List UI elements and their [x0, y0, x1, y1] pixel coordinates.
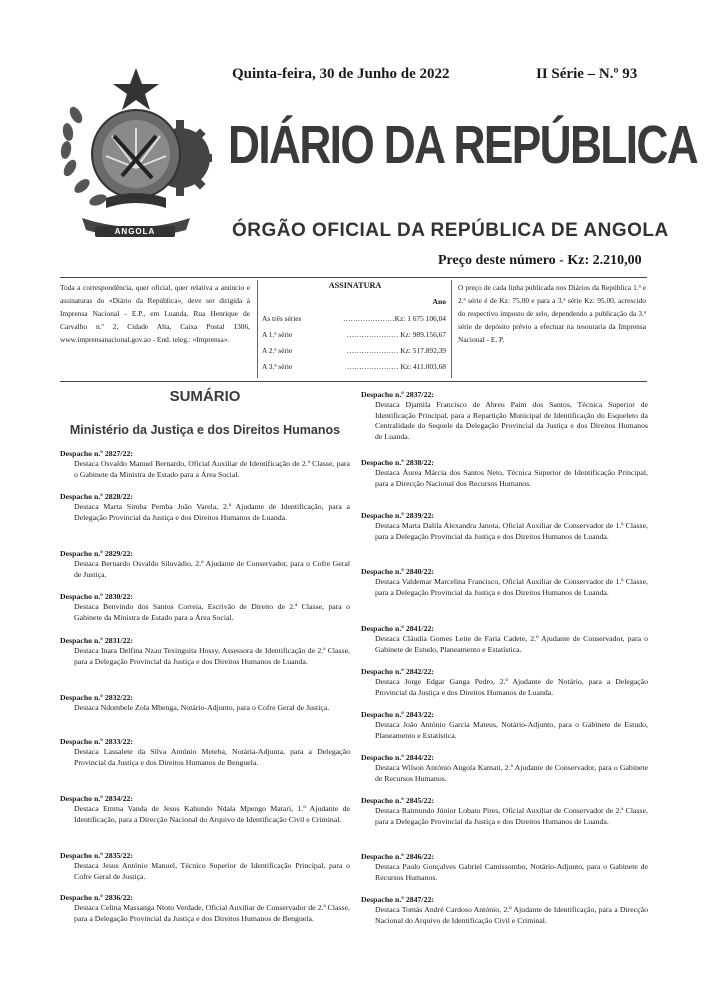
dispatch-number: Despacho n.º 2830/22: [60, 592, 133, 601]
subscription-row [262, 314, 446, 323]
subscription-row-label: A 2.ª série [262, 346, 293, 355]
divider [60, 381, 647, 382]
dispatch-entry [60, 693, 350, 714]
dispatch-entry [361, 710, 648, 741]
dispatch-text: Destaca Ndombele Zola Mbenga, Notário-Adjunto, para o Cofre Geral de Justiça. [74, 703, 330, 712]
issue-date: Quinta-feira, 30 de Junho de 2022 [232, 66, 450, 82]
dispatch-entry [60, 549, 350, 580]
dispatch-entry [361, 796, 648, 827]
dispatch-number: Despacho n.º 2838/22: [361, 458, 434, 467]
dispatch-text: Destaca Jorge Edgar Ganga Pedro, 2.º Ajudante de Notário, para a Delegação Provincial da Justiça e dos Direitos Humanos de Luanda. [375, 677, 648, 697]
dispatch-text: Destaca Cláudia Gomes Leite de Faria Cadete, 2.º Ajudante de Conservador, para o Gabinete de Estudo, Planeamento e Estatística. [375, 634, 648, 654]
dispatch-entry [60, 592, 350, 623]
dispatch-entry [361, 667, 648, 698]
divider [60, 277, 647, 278]
subscription-row-value: ………………… Kz: 411.003,68 [346, 362, 446, 371]
dispatch-entry [361, 567, 648, 598]
subscription-row-label: A 1.ª série [262, 330, 293, 339]
dispatch-text: Destaca Valdemar Marcelina Francisco, Oficial Auxiliar de Conservador de 1.ª Classe, para a Delegação Provincial da Justiça e dos Direitos Humanos de Luanda. [375, 577, 648, 597]
dispatch-entry [361, 852, 648, 883]
dispatch-text: Destaca Osvaldo Manuel Bernardo, Oficial Auxiliar de Identificação de 2.ª Classe, para o Gabinete da Ministra de Estado para a Área Social. [74, 459, 350, 479]
dispatch-entry [60, 737, 350, 768]
dispatch-entry [60, 851, 350, 882]
dispatch-entry [361, 390, 648, 442]
dispatch-text: Destaca Tomás André Cardoso António, 2.º Ajudante de Identificação, para a Direcção Nacional do Arquivo de Identificação Civil e Criminal. [375, 905, 648, 925]
subscription-row [262, 362, 446, 371]
dispatch-entry [361, 458, 648, 489]
dispatch-number: Despacho n.º 2831/22: [60, 636, 133, 645]
masthead-title: DIÁRIO DA REPÚBLICA [228, 115, 698, 175]
dispatch-entry [361, 753, 648, 784]
divider [257, 280, 258, 378]
subscription-row-value: ………………… Kz: 517.892,39 [346, 346, 446, 355]
dispatch-number: Despacho n.º 2844/22: [361, 753, 434, 762]
subscription-row [262, 330, 446, 339]
dispatch-text: Destaca Paulo Gonçalves Gabriel Camissombo, Notário-Adjunto, para o Gabinete de Recursos Humanos. [375, 862, 648, 882]
dispatch-text: Destaca Marta Simba Pemba João Varela, 2.º Ajudante de Identificação, para a Delegação Provincial da Justiça e dos Direitos Humanos de Luanda. [74, 502, 350, 522]
emblem-ribbon-label: ANGOLA [95, 226, 175, 237]
summary-heading: SUMÁRIO [169, 388, 241, 405]
dispatch-number: Despacho n.º 2841/22: [361, 624, 434, 633]
dispatch-number: Despacho n.º 2840/22: [361, 567, 434, 576]
divider [451, 280, 452, 378]
dispatch-number: Despacho n.º 2845/22: [361, 796, 434, 805]
dispatch-number: Despacho n.º 2843/22: [361, 710, 434, 719]
dispatch-text: Destaca Inara Delfina Nzau Texinguita Hossy, Assessora de Identificação de 2.ª Classe, para a Delegação Provincial da Justiça e dos Direitos Humanos de Luanda. [74, 646, 350, 666]
masthead-subtitle: ÓRGÃO OFICIAL DA REPÚBLICA DE ANGOLA [232, 220, 669, 241]
dispatch-text: Destaca Jesus António Manuel, Técnico Superior de Identificação Principal, para o Cofre Geral de Justiça. [74, 861, 350, 881]
subscription-year-label: Ano [432, 297, 446, 306]
subscription-row-label: A 3.ª série [262, 362, 293, 371]
dispatch-number: Despacho n.º 2839/22: [361, 511, 434, 520]
dispatch-number: Despacho n.º 2829/22: [60, 549, 133, 558]
dispatch-number: Despacho n.º 2836/22: [60, 893, 133, 902]
national-emblem-icon [52, 58, 220, 238]
subscription-title: ASSINATURA [328, 281, 382, 290]
dispatch-text: Destaca Celina Massanga Ntoto Verdade, Oficial Auxiliar de Conservador de 2.ª Classe, para a Delegação Provincial da Justiça e dos Direitos Humanos de Benguela. [74, 903, 350, 923]
dispatch-text: Destaca Bernardo Osvaldo Siluvádio, 2.º Ajudante de Conservador, para o Cofre Geral de Justiça. [74, 559, 350, 579]
dispatch-text: Destaca Benvindo dos Santos Correia, Escrivão de Direito de 2.ª Classe, para o Gabinete da Ministra de Estado para a Área Social. [74, 602, 350, 622]
correspondence-info: Toda a correspondência, quer oficial, quer relativa a anúncio e assinaturas do «Diário da República», deve ser dirigida à Imprensa Nacional - E.P., em Luanda, Rua Henrique de Carvalho n.º 2, Cidade Alta, Caixa Postal 1306, www.imprensanacional.gov.ao - End. teleg.: «Imprensa». [60, 283, 250, 344]
dispatch-number: Despacho n.º 2847/22: [361, 895, 434, 904]
dispatch-number: Despacho n.º 2842/22: [361, 667, 434, 676]
subscription-row [262, 346, 446, 355]
series-number: II Série – N.º 93 [536, 66, 638, 82]
dispatch-entry [361, 511, 648, 542]
dispatch-text: Destaca Emma Vanda de Jesus Kahundo Ndala Mpengo Matari, 1.º Ajudante de Identificação, para a Direcção Nacional do Arquivo de Identificação Civil e Criminal. [74, 804, 350, 824]
dispatch-number: Despacho n.º 2832/22: [60, 693, 133, 702]
dispatch-number: Despacho n.º 2835/22: [60, 851, 133, 860]
ministry-heading: Ministério da Justiça e dos Direitos Humanos [69, 423, 341, 437]
dispatch-text: Destaca Wilson António Angola Kamati, 2.º Ajudante de Conservador, para o Gabinete de Recursos Humanos. [375, 763, 648, 783]
dispatch-number: Despacho n.º 2827/22: [60, 449, 133, 458]
dispatch-entry [361, 624, 648, 655]
dispatch-entry [60, 492, 350, 523]
dispatch-number: Despacho n.º 2833/22: [60, 737, 133, 746]
dispatch-text: Destaca Lassalete da Silva António Meteba, Notária-Adjunta, para a Delegação Provincial da Justiça e dos Direitos Humanos de Benguela. [74, 747, 350, 767]
dispatch-text: Destaca Marta Dalila Alexandra Janota, Oficial Auxiliar de Conservador de 1.ª Classe, para a Delegação Provincial da Justiça e dos Direitos Humanos de Luanda. [375, 521, 648, 541]
dispatch-number: Despacho n.º 2828/22: [60, 492, 133, 501]
dispatch-entry [60, 449, 350, 480]
dispatch-text: Destaca Raimundo Júnior Lobato Pires, Oficial Auxiliar de Conservador de 2.ª Classe, para a Delegação Provincial da Justiça e dos Direitos Humanos de Luanda. [375, 806, 648, 826]
dispatch-number: Despacho n.º 2846/22: [361, 852, 434, 861]
line-price-info: O preço de cada linha publicada nos Diários da República 1.ª e 2.ª série é de Kz: 75.00 e para a 3.ª série Kz: 95.00, acrescido do respectivo imposto de selo, dependendo a publicação da 3.ª série de depósito prévio a efectuar na tesouraria da Imprensa Nacional - E. P. [458, 283, 646, 344]
subscription-row-label: As três séries [262, 314, 302, 323]
dispatch-entry [361, 895, 648, 926]
dispatch-entry [60, 893, 350, 924]
dispatch-text: Destaca Áurea Márcia dos Santos Neto, Técnica Superior de Identificação Principal, para a Direcção Nacional dos Recursos Humanos. [375, 468, 648, 488]
dispatch-text: Destaca João António Garcia Mateus, Notário-Adjunto, para o Gabinete de Estudo, Planeamento e Estatística. [375, 720, 648, 740]
dispatch-number: Despacho n.º 2837/22: [361, 390, 434, 399]
dispatch-entry [60, 636, 350, 667]
subscription-row-value: ………………… Kz: 989.156,67 [346, 330, 446, 339]
dispatch-entry [60, 794, 350, 825]
dispatch-text: Destaca Djamila Francisco de Abreu Paim dos Santos, Técnica Superior de Identificação Principal, para a Repartição Municipal de Identificação do Esqueleto da Centralidade do Sequele da Delegação Provincial da Justiça e dos Direitos Humanos de Luanda. [375, 400, 648, 441]
issue-price: Preço deste número - Kz: 2.210,00 [438, 253, 642, 268]
subscription-row-value: …………………Kz: 1 675 106,04 [342, 314, 446, 323]
dispatch-number: Despacho n.º 2834/22: [60, 794, 133, 803]
